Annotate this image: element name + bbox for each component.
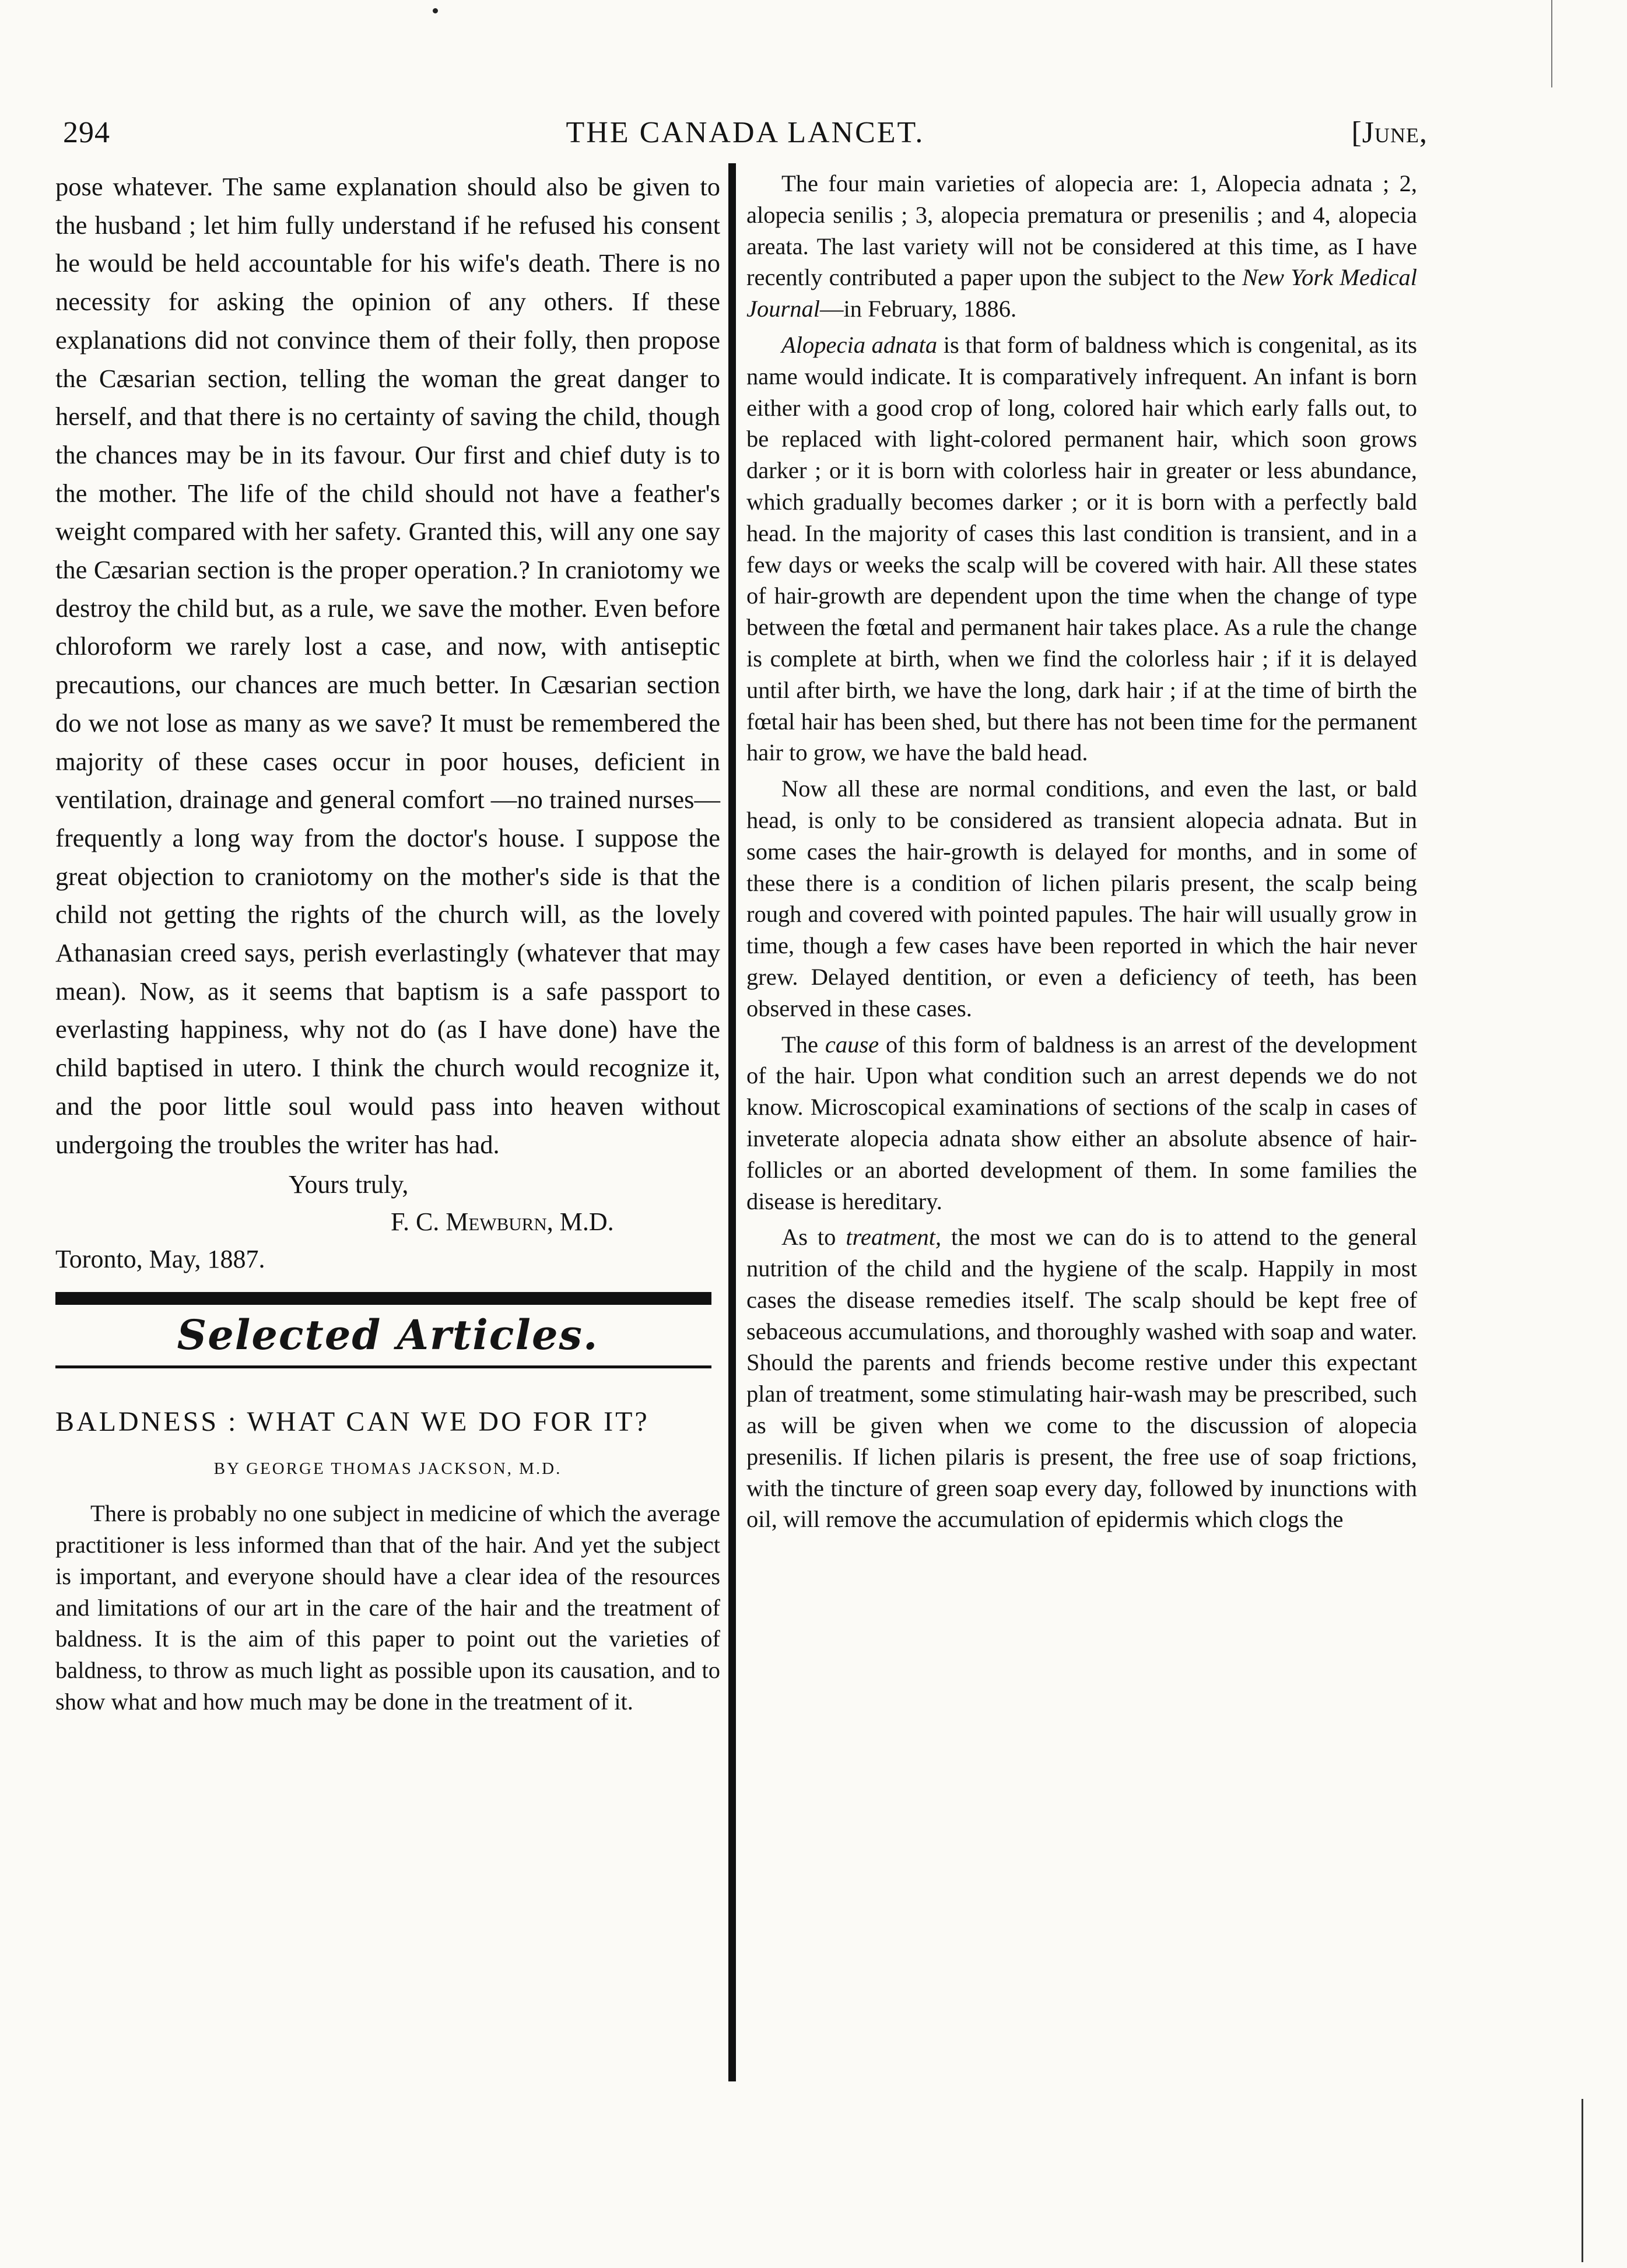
issue-month: [June, [1351,116,1428,149]
paragraph-text: is that form of baldness which is congenital, as its name would indicate. It is comparatively infrequent. An infant is born either with a good crop of long, colored hair which early falls out, to be replaced with light-colored permanent hair, which soon grows darker ; or it is born with colorless hair in greater or less abundance, which gradually becomes darker ; or it is born with a perfectly bald head. In the majority of cases this last condition is transient, and in a few days or weeks the scalp will be covered with hair. All these states of hair-growth are dependent upon the time when the change of type between the fœtal and permanent hair takes place. As a rule the change is complete at birth, when we find the colorless hair ; if it is delayed until after birth, we have the long, dark hair ; if at the time of birth the fœtal hair has been shed, but there has not been time for the permanent hair to grow, we have the bald head. [746,331,1417,766]
paragraph-text: The [781,1031,825,1058]
print-speck [433,8,438,13]
article-byline: BY GEORGE THOMAS JACKSON, M.D. [213,1459,562,1479]
journal-title: THE CANADA LANCET. [566,116,925,149]
term-italic: Alopecia adnata [781,331,938,358]
page-edge-mark [1551,0,1552,87]
term-italic: cause [825,1031,879,1058]
paragraph-text: the most we can do is to attend to the general nutrition of the child and the hygiene of the scalp. Happily in most cases the disease remedies itself. The scalp should be kept free of sebaceous accumulations, and thoroughly washed with soap and water. Should the parents and friends become restive under this expectant plan of treatment, some stimulating hair-wash may be prescribed, such as will be given when we come to the discussion of alopecia presenilis. If lichen pilaris is present, the free use of soap frictions, with the tincture of green soap every day, followed by inunctions with oil, will remove the accumulation of epidermis which clogs the [746,1224,1417,1533]
article-title: BALDNESS : WHAT CAN WE DO FOR IT? [55,1406,650,1438]
article-paragraph [746,329,1417,768]
column-divider [728,163,736,2081]
letter-place-date: Toronto, May, 1887. [55,1245,265,1274]
journal-reference: New York Medical Journal [746,264,1417,322]
signature-text: F. C. Mewburn, M.D. [391,1207,614,1237]
article-paragraph [746,168,1417,325]
running-header [63,115,1428,150]
article-paragraph: Now all these are normal conditions, and even the last, or bald head, is only to be considered as transient alopecia adnata. But in some cases the hair-growth is delayed for months, and in some of these there is a condition of lichen pilaris present, the scalp being rough and covered with pointed papules. The hair will usually grow in time, though a few cases have been reported in which the hair never grew. Delayed dentition, or even a deficiency of teeth, has been observed in these cases. [746,775,1417,1021]
section-heading: Selected Articles. [177,1311,599,1360]
paragraph-text: —in February, 1886. [820,296,1017,322]
left-column [55,168,720,1718]
paragraph-text: The four main varieties of alopecia are: 1, Alopecia adnata ; 2, alopecia senilis ; 3, alopecia prematura or presenilis ; and 4, alopecia areata. The last variety will not be considered at this time, as I have recently contributed a paper upon the subject to the [746,170,1417,291]
article-paragraph [746,1029,1417,1217]
letter-body: pose whatever. The same explanation should also be given to the husband ; let him fully understand if he refused his consent he would be held accountable for his wife's death. There is no necessity for asking the opinion of any others. If these explanations did not convince them of their folly, then propose the Cæsarian section, telling the woman the great danger to herself, and that there is no certainty of saving the child, though the chances may be in its favour. Our first and chief duty is to the mother. The life of the child should not have a feather's weight compared with her safety. Granted this, will any one say the Cæsarian section is the proper operation.? In craniotomy we destroy the child but, as a rule, we save the mother. Even before chloroform we rarely lost a case, and now, with antiseptic precautions, our chances are much better. In Cæsarian section do we not lose as many as we save? It must be remembered the majority of these cases occur in poor houses, deficient in ventilation, drainage and general comfort —no trained nurses—frequently a long way from the doctor's house. I suppose the great objection to craniotomy on the mother's side is that the child not getting the rights of the church will, as the lovely Athanasian creed says, perish everlastingly (whatever that may mean). Now, as it seems that baptism is a safe passport to everlasting happiness, why not do (as I have done) have the child baptised in utero. I think the church would recognize it, and the poor little soul would pass into heaven without undergoing the troubles the writer has had. [55,172,720,1159]
page-edge-mark [1582,2099,1583,2262]
right-column [746,168,1417,1535]
article-intro: There is probably no one subject in medicine of which the average practitioner is less informed than that of the hair. And yet the subject is important, and everyone should have a clear idea of the resources and limitations of our art in the care of the hair and the treatment of baldness. It is the aim of this paper to point out the varieties of baldness, to throw as much light as possible upon its causation, and to show what and how much may be done in the treatment of it. [55,1500,720,1715]
page-number: 294 [63,116,110,149]
paragraph-text: of this form of baldness is an arrest of the development of the hair. Upon what condition such an arrest depends we do not know. Microscopical examinations of sections of the scalp in cases of inveterate alopecia adnata show either an absolute absence of hair-follicles or an aborted development of them. In some families the disease is hereditary. [746,1031,1417,1214]
section-rule-bottom [55,1365,711,1368]
article-paragraph [746,1221,1417,1535]
section-rule-top [55,1292,711,1305]
term-italic: treatment, [846,1224,942,1251]
letter-signature [55,1203,720,1241]
paragraph-text: As to [781,1224,846,1251]
letter-closing: Yours truly, [289,1170,409,1199]
